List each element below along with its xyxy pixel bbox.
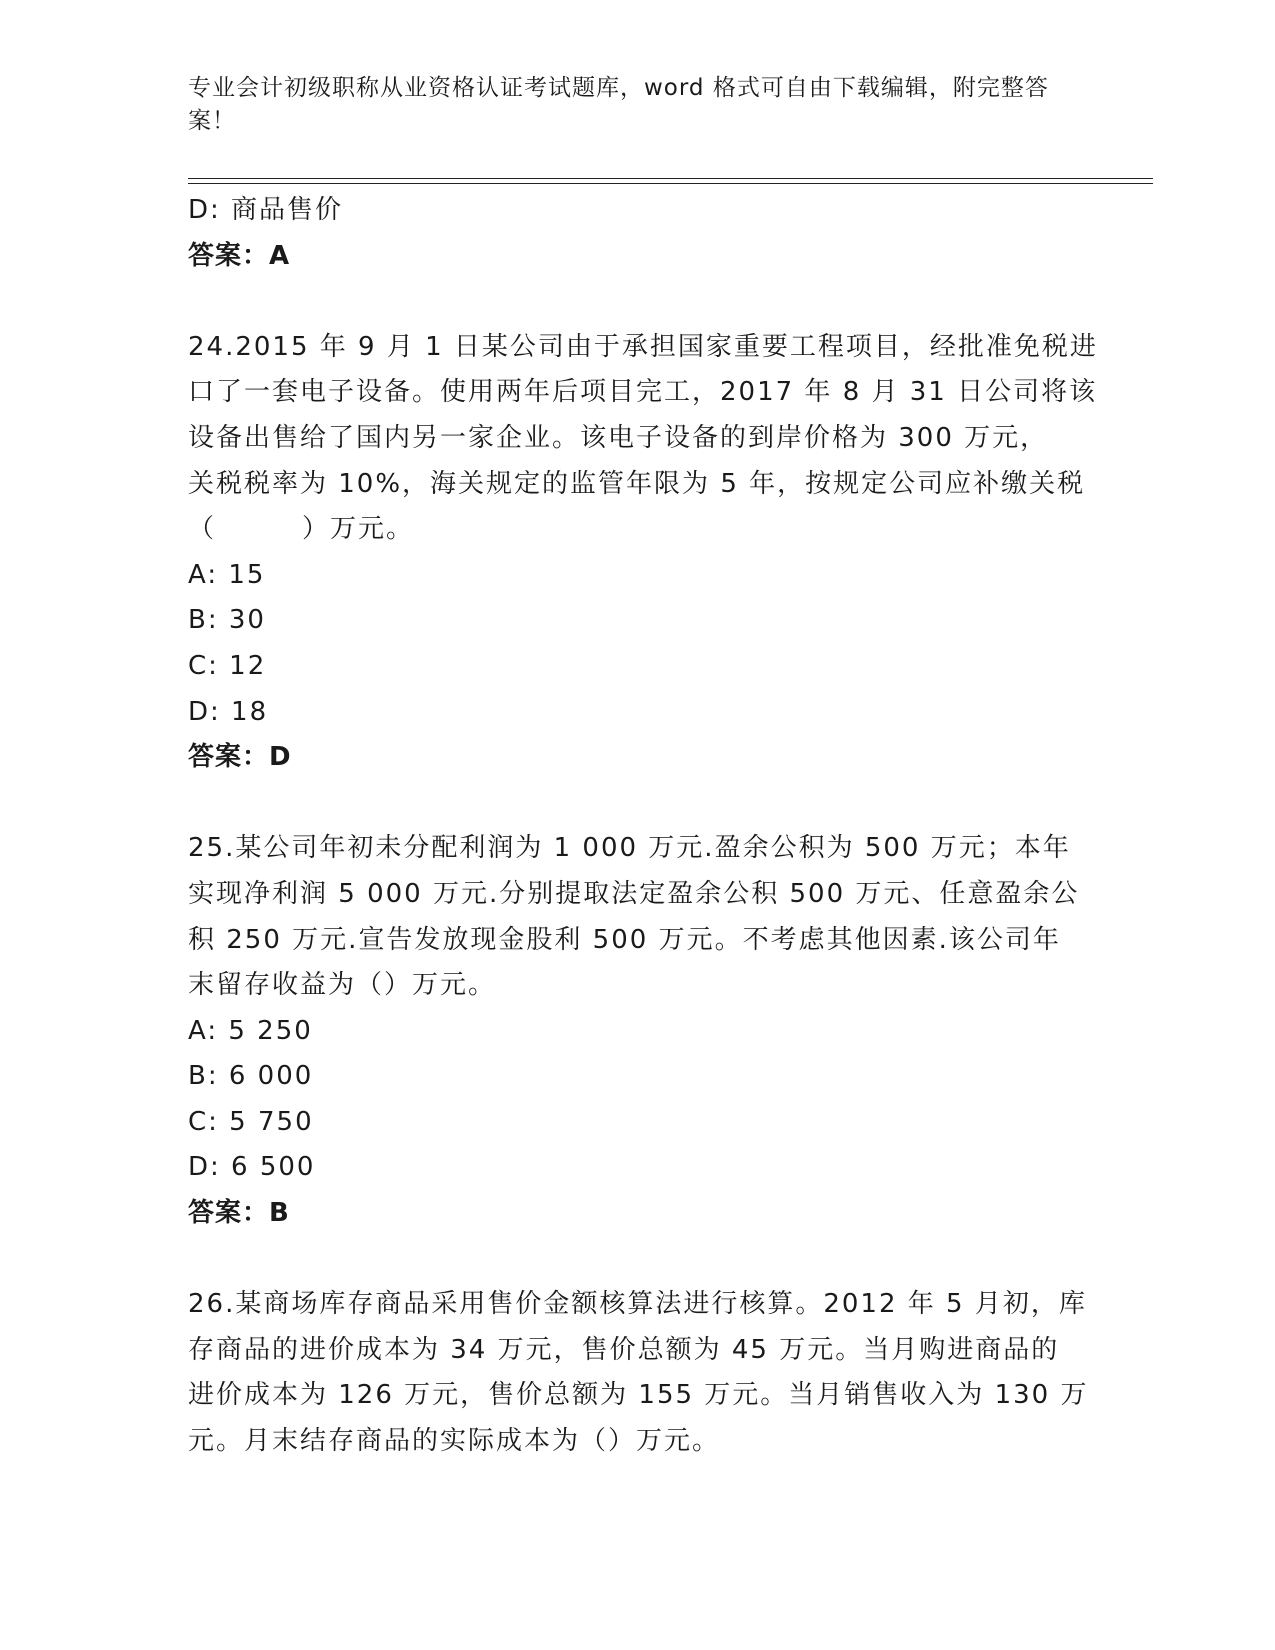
question-text-line: 设备出售给了国内另一家企业。该电子设备的到岸价格为 300 万元， [188,422,1049,453]
question-text-line: 元。月末结存商品的实际成本为（）万元。 [188,1426,721,1457]
question-text-line: 积 250 万元.宣告发放现金股利 500 万元。不考虑其他因素.该公司年 [188,924,1061,955]
option-d: D: 18 [188,696,269,727]
question-24 [188,325,1098,781]
header-divider-top [188,178,1153,179]
answer: 答案：B [188,1198,290,1229]
question-text-line: 口了一套电子设备。使用两年后项目完工，2017 年 8 月 31 日公司将该 [188,377,1098,408]
question-text-line: 26.某商场库存商品采用售价金额核算法进行核算。2012 年 5 月初，库 [188,1289,1087,1320]
spacer [188,781,1088,827]
header-divider-bottom [188,183,1153,184]
question-text-line: 末留存收益为（）万元。 [188,970,497,1001]
option-d: D: 6 500 [188,1152,316,1183]
blank-close-text: ）万元。 [302,514,415,545]
option-c: C: 5 750 [188,1106,314,1137]
blank-open-paren: （ [188,514,217,545]
question-26 [188,1282,1088,1464]
option-a: A: 5 250 [188,1015,313,1046]
prev-option-d: D: 商品售价 [188,195,344,225]
question-text-line: 存商品的进价成本为 34 万元，售价总额为 45 万元。当月购进商品的 [188,1334,1060,1365]
question-text-line: 实现净利润 5 000 万元.分别提取法定盈余公积 500 万元、任意盈余公 [188,878,1080,909]
option-c: C: 12 [188,650,267,681]
header-line-1: 专业会计初级职称从业资格认证考试题库，word 格式可自由下载编辑，附完整答 [188,75,1049,101]
question-text-line: 关税税率为 10%，海关规定的监管年限为 5 年，按规定公司应补缴关税 [188,468,1086,499]
answer: 答案：D [188,742,292,773]
header-line-2: 案！ [188,108,236,134]
document-body [188,188,1098,1465]
option-b: B: 30 [188,605,266,636]
question-text-line: 24.2015 年 9 月 1 日某公司由于承担国家重要工程项目，经批准免税进 [188,331,1098,362]
question-text-line [188,507,1088,553]
question-text-line: 25.某公司年初未分配利润为 1 000 万元.盈余公积为 500 万元；本年 [188,833,1071,864]
question-text-line: 进价成本为 126 万元，售价总额为 155 万元。当月销售收入为 130 万 [188,1380,1089,1411]
option-b: B: 6 000 [188,1061,314,1092]
option-a: A: 15 [188,559,266,590]
spacer [188,279,1088,325]
spacer [188,1237,1088,1283]
question-25 [188,826,1088,1236]
page-header [188,72,1068,138]
prev-answer: 答案：A [188,240,291,271]
